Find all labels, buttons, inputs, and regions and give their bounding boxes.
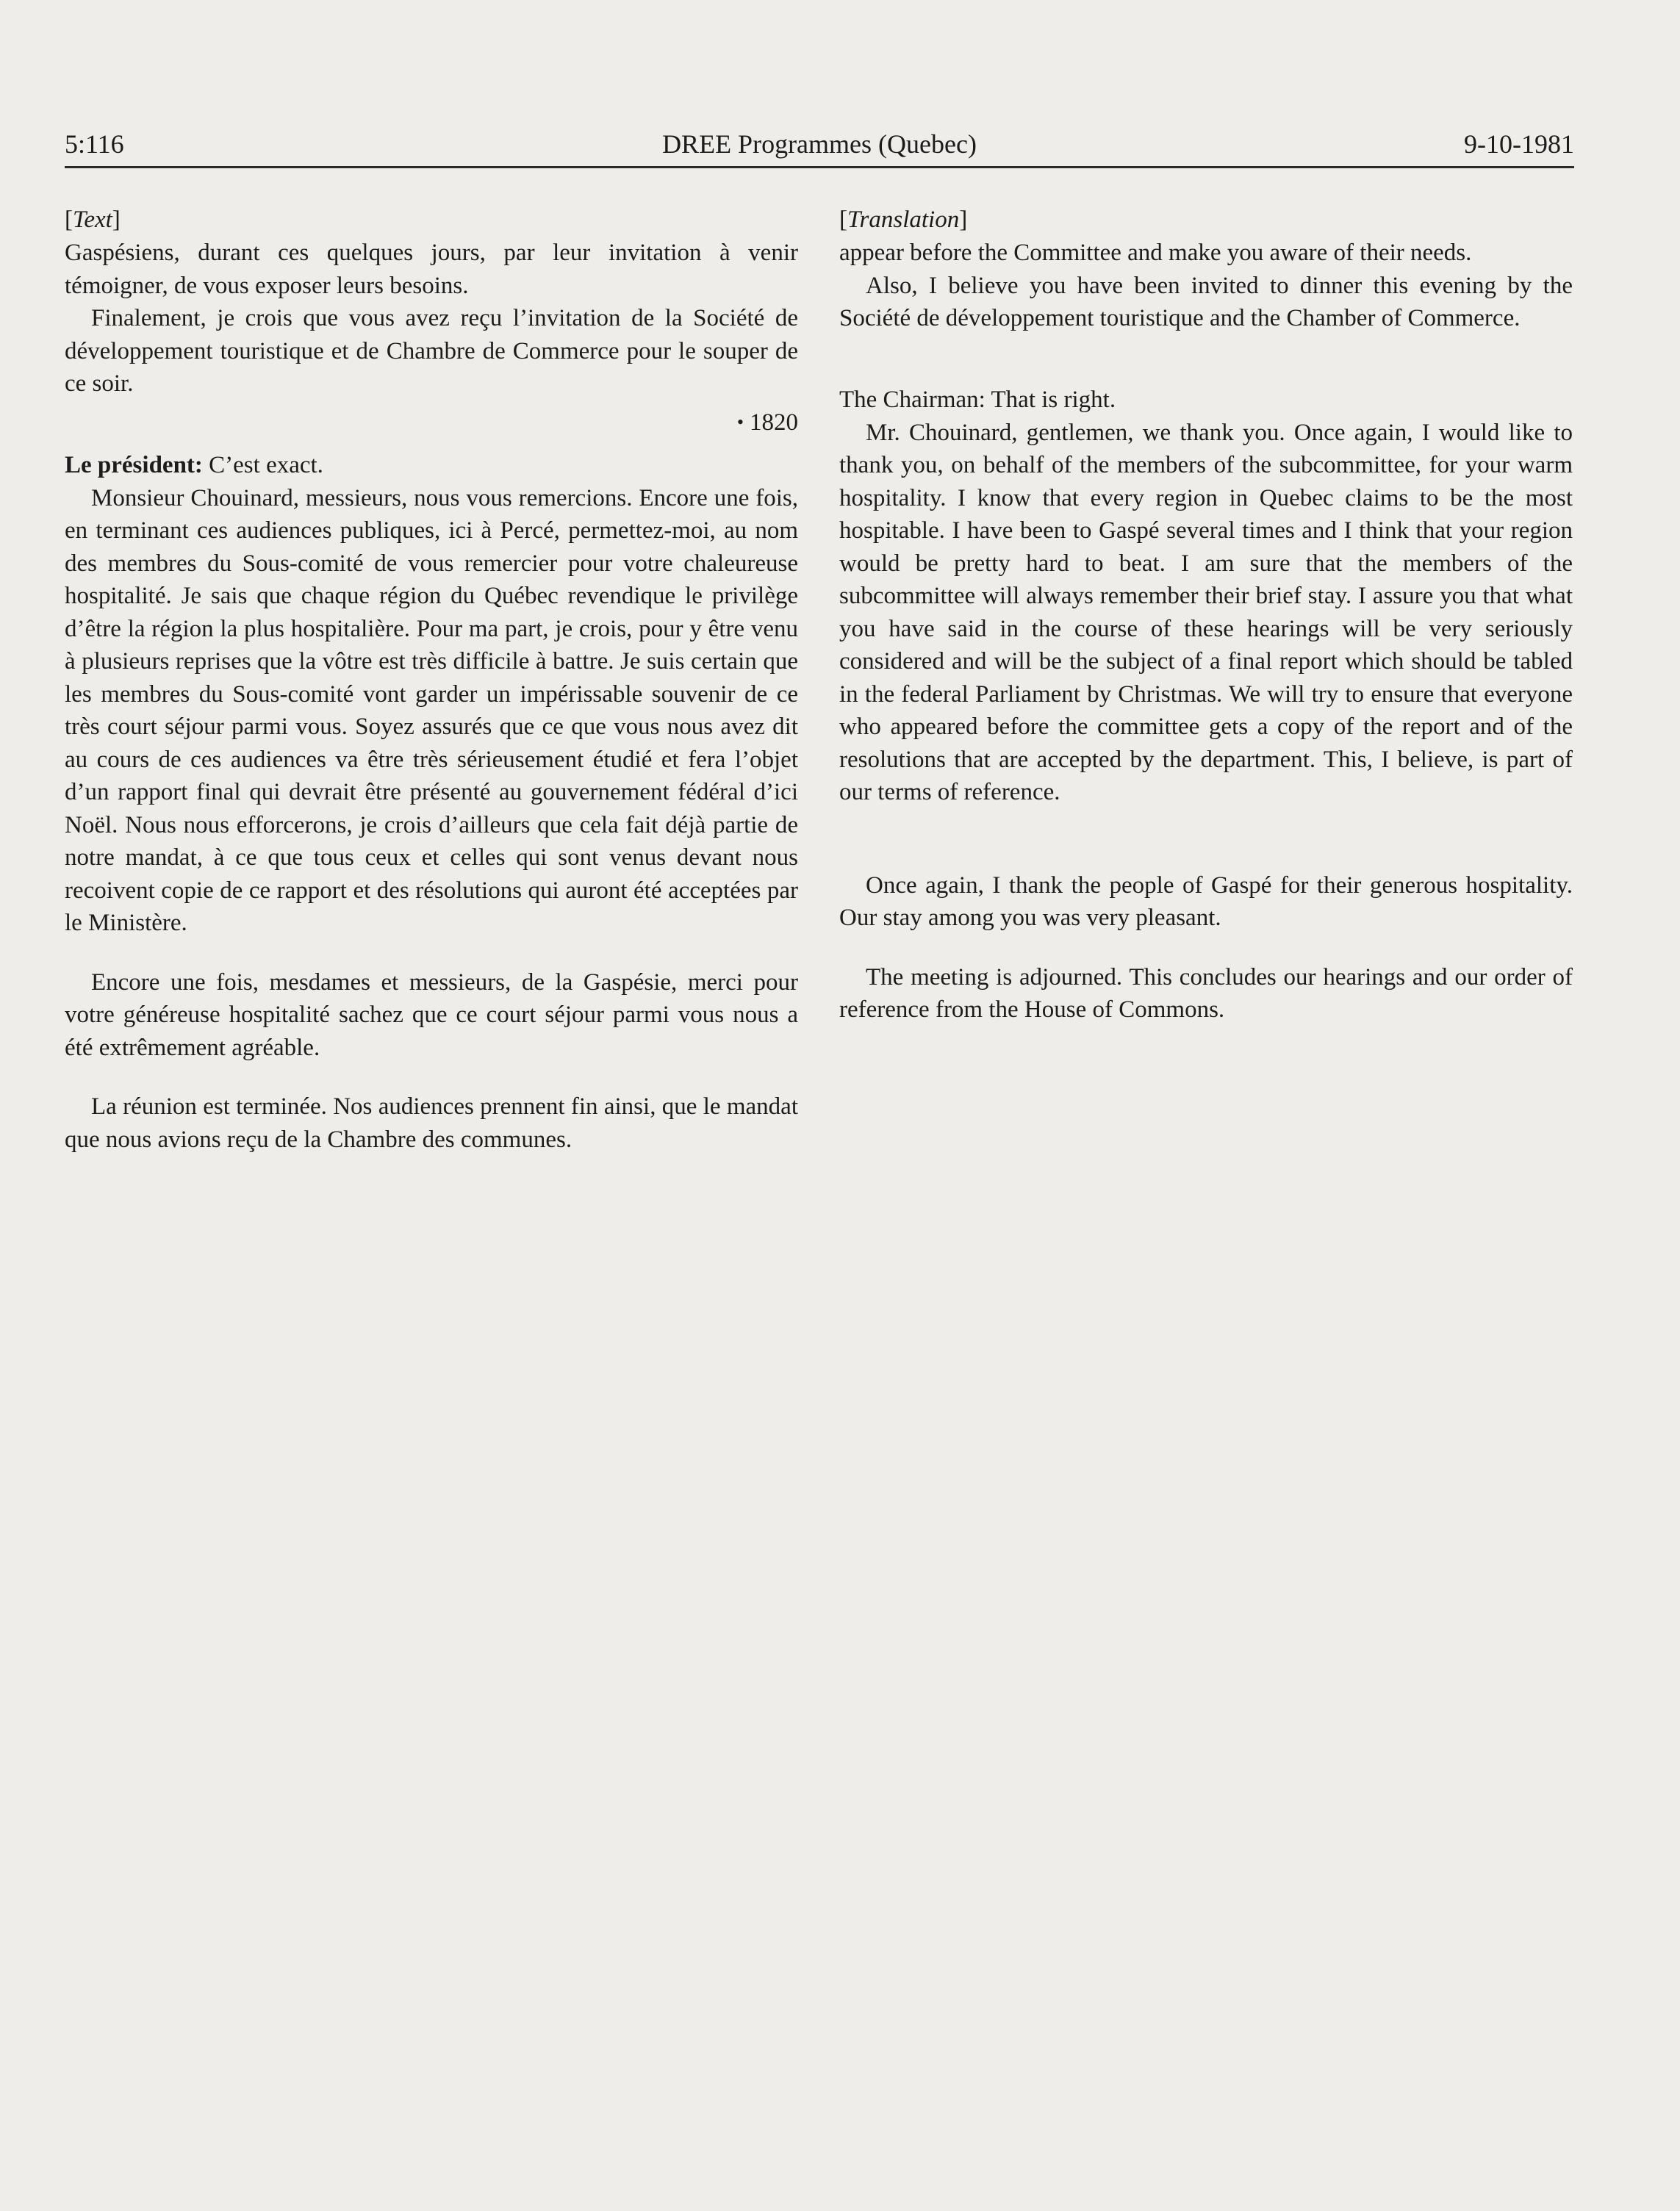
bullet-icon: • xyxy=(736,411,744,433)
running-header xyxy=(65,125,1574,163)
section-label: Text xyxy=(73,206,112,233)
paragraph: Encore une fois, mesdames et messieurs, de la Gaspésie, merci pour votre généreuse hospitalité sachez que ce court séjour parmi vous nous a été extrêmement agréable. xyxy=(65,968,798,1061)
header-rule xyxy=(65,166,1574,168)
speaker-paragraph: The Chairman: That is right. xyxy=(839,387,1116,413)
document-date: 9-10-1981 xyxy=(1464,129,1574,159)
paragraph: appear before the Committee and make you aware of their needs. xyxy=(839,240,1472,266)
paragraph: Gaspésiens, durant ces quelques jours, par leur invitation à venir témoigner, de vous exposer leurs besoins. xyxy=(65,240,798,299)
english-column xyxy=(839,203,1573,1027)
time-marker xyxy=(65,406,798,439)
paragraph: Mr. Chouinard, gentlemen, we thank you. Once again, I would like to thank you, on behalf of the members of the subcommittee, for your warm hospitality. I know that every region in Quebec claims to be the most hospitable. I have been to Gaspé several times and I think that your region would be pretty hard to beat. I am sure that the members of the subcommittee will always remember their brief stay. I assure you that what you have said in the course of these hearings will be very seriously considered and will be the subject of a final report which should be tabled in the federal Parliament by Christmas. We will try to ensure that everyone who appeared before the committee gets a copy of the report and of the resolutions that are accepted by the department. This, I believe, is part of our terms of reference. xyxy=(839,419,1573,805)
section-label: Translation xyxy=(847,206,960,233)
paragraph: Also, I believe you have been invited to dinner this evening by the Société de développement touristique and the Chamber of Commerce. xyxy=(839,272,1573,331)
document-title: DREE Programmes (Quebec) xyxy=(662,129,977,159)
time-stamp: 1820 xyxy=(750,409,798,436)
speaker-name: Le président: xyxy=(65,452,203,478)
paragraph: Once again, I thank the people of Gaspé for their generous hospitality. Our stay among you was very pleasant. xyxy=(839,871,1573,931)
paragraph: La réunion est terminée. Nos audiences prennent fin ainsi, que le mandat que nous avions reçu de la Chambre des communes. xyxy=(65,1093,798,1153)
page-number: 5:116 xyxy=(65,129,124,159)
paragraph: The meeting is adjourned. This concludes our hearings and our order of reference from the House of Commons. xyxy=(839,963,1573,1023)
section-label-translation: [Translation] xyxy=(839,206,968,233)
paragraph: Finalement, je crois que vous avez reçu l’invitation de la Société de développement touristique et de Chambre de Commerce pour le souper de ce soir. xyxy=(65,305,798,397)
paragraph: Monsieur Chouinard, messieurs, nous vous remercions. Encore une fois, en terminant ces audiences publiques, ici à Percé, permettez-moi, au nom des membres du Sous-comité de vous remercier pour votre chaleureuse hospitalité. Je sais que chaque région du Québec revendique le privilège d’être la région la plus hospitalière. Pour ma part, je crois, pour y être venu à plusieurs reprises que la vôtre est très difficile à battre. Je suis certain que les membres du Sous-comité vont garder un impérissable souvenir de ce très court séjour parmi vous. Soyez assurés que ce que vous nous avez dit au cours de ces audiences va être très sérieusement étudié et fera l’objet d’un rapport final qui devrait être présenté au gouvernement fédéral d’ici Noël. Nous nous efforcerons, je crois d’ailleurs que cela fait déjà partie de notre mandat, à ce que tous ceux et celles qui sont venus devant nous recoivent copie de ce rapport et des résolutions qui auront été acceptées par le Ministère. xyxy=(65,484,798,936)
section-label-text: [Text] xyxy=(65,206,121,233)
speaker-text: C’est exact. xyxy=(202,452,323,478)
french-column xyxy=(65,203,798,1156)
speaker-paragraph xyxy=(65,449,798,482)
